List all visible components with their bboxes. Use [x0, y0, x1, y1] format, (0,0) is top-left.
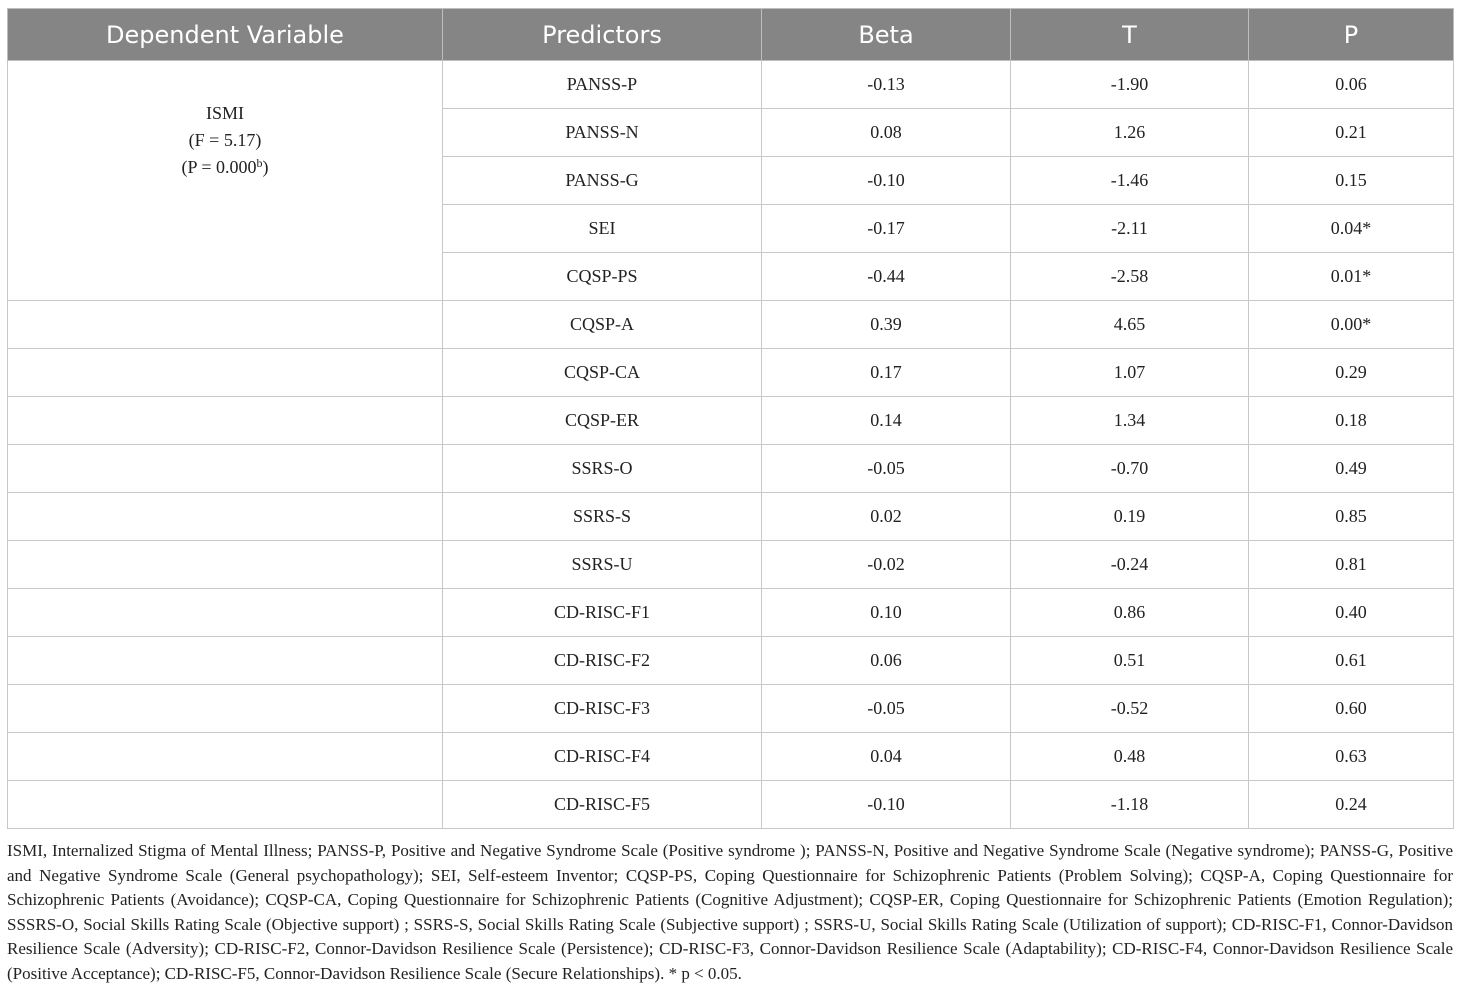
table-row [8, 397, 1454, 445]
header-beta: Beta [762, 9, 1011, 61]
predictor-cell: CQSP-ER [443, 397, 762, 445]
t-cell: -1.18 [1011, 781, 1249, 829]
beta-cell: 0.06 [762, 637, 1011, 685]
t-cell: 1.34 [1011, 397, 1249, 445]
dependent-p-prefix: (P = 0.000 [181, 157, 257, 177]
predictor-cell: PANSS-N [443, 109, 762, 157]
beta-cell: 0.14 [762, 397, 1011, 445]
table-footnote: ISMI, Internalized Stigma of Mental Illness; PANSS-P, Positive and Negative Syndrome Scale (Positive syndrome ); PANSS-N, Positive and Negative Syndrome Scale (Negative syndrome); PANSS-G, Positive and Negative Syndrome Scale (General psychopathology); SEI, Self-esteem Inventor; CQSP-PS, Coping Questionnaire for Schizophrenic Patients (Problem Solving); CQSP-A, Coping Questionnaire for Schizophrenic Patients (Avoidance); CQSP-CA, Coping Questionnaire for Schizophrenic Patients (Cognitive Adjustment); CQSP-ER, Coping Questionnaire for Schizophrenic Patients (Emotion Regulation); SSSRS-O, Social Skills Rating Scale (Objective support) ; SSRS-S, Social Skills Rating Scale (Subjective support) ; SSRS-U, Social Skills Rating Scale (Utilization of support); CD-RISC-F1, Connor-Davidson Resilience Scale (Adversity); CD-RISC-F2, Connor-Davidson Resilience Scale (Persistence); CD-RISC-F3, Connor-Davidson Resilience Scale (Adaptability); CD-RISC-F4, Connor-Davidson Resilience Scale (Positive Acceptance); CD-RISC-F5, Connor-Davidson Resilience Scale (Secure Relationships). * p < 0.05. [7, 841, 1453, 983]
p-cell: 0.40 [1249, 589, 1454, 637]
empty-dependent-cell [8, 349, 443, 397]
beta-cell: -0.17 [762, 205, 1011, 253]
header-predictors: Predictors [443, 9, 762, 61]
empty-dependent-cell [8, 637, 443, 685]
empty-dependent-cell [8, 445, 443, 493]
empty-dependent-cell [8, 685, 443, 733]
p-cell: 0.18 [1249, 397, 1454, 445]
table-row [8, 445, 1454, 493]
dependent-variable-cell [8, 61, 443, 301]
table-row [8, 637, 1454, 685]
empty-dependent-cell [8, 589, 443, 637]
dependent-name: ISMI [205, 103, 244, 123]
regression-table-container [7, 8, 1453, 829]
p-cell: 0.49 [1249, 445, 1454, 493]
beta-cell: 0.08 [762, 109, 1011, 157]
p-cell: 0.21 [1249, 109, 1454, 157]
t-cell: 0.51 [1011, 637, 1249, 685]
t-cell: -2.58 [1011, 253, 1249, 301]
table-body [8, 61, 1454, 829]
p-cell: 0.81 [1249, 541, 1454, 589]
empty-dependent-cell [8, 733, 443, 781]
t-cell: -0.24 [1011, 541, 1249, 589]
empty-dependent-cell [8, 493, 443, 541]
beta-cell: -0.10 [762, 781, 1011, 829]
beta-cell: -0.44 [762, 253, 1011, 301]
t-cell: 0.48 [1011, 733, 1249, 781]
header-t: T [1011, 9, 1249, 61]
table-row [8, 541, 1454, 589]
predictor-cell: CD-RISC-F4 [443, 733, 762, 781]
dependent-f-stat: (F = 5.17) [188, 130, 262, 150]
predictor-cell: PANSS-P [443, 61, 762, 109]
predictor-cell: CD-RISC-F5 [443, 781, 762, 829]
empty-dependent-cell [8, 397, 443, 445]
table-row [8, 61, 1454, 109]
beta-cell: -0.02 [762, 541, 1011, 589]
table-row [8, 685, 1454, 733]
table-row [8, 733, 1454, 781]
t-cell: 1.26 [1011, 109, 1249, 157]
empty-dependent-cell [8, 541, 443, 589]
table-row [8, 493, 1454, 541]
predictor-cell: SSRS-U [443, 541, 762, 589]
predictor-cell: CQSP-A [443, 301, 762, 349]
t-cell: 4.65 [1011, 301, 1249, 349]
beta-cell: -0.13 [762, 61, 1011, 109]
empty-dependent-cell [8, 781, 443, 829]
table-row [8, 589, 1454, 637]
predictor-cell: CQSP-PS [443, 253, 762, 301]
beta-cell: 0.10 [762, 589, 1011, 637]
predictor-cell: CQSP-CA [443, 349, 762, 397]
predictor-cell: PANSS-G [443, 157, 762, 205]
t-cell: -1.90 [1011, 61, 1249, 109]
empty-dependent-cell [8, 301, 443, 349]
predictor-cell: SSRS-S [443, 493, 762, 541]
t-cell: -0.52 [1011, 685, 1249, 733]
p-cell: 0.61 [1249, 637, 1454, 685]
t-cell: -2.11 [1011, 205, 1249, 253]
beta-cell: -0.05 [762, 445, 1011, 493]
dependent-p-value [8, 154, 442, 181]
predictor-cell: CD-RISC-F3 [443, 685, 762, 733]
p-cell: 0.29 [1249, 349, 1454, 397]
beta-cell: 0.39 [762, 301, 1011, 349]
t-cell: 0.86 [1011, 589, 1249, 637]
predictor-cell: SEI [443, 205, 762, 253]
p-cell: 0.24 [1249, 781, 1454, 829]
p-cell: 0.63 [1249, 733, 1454, 781]
beta-cell: 0.02 [762, 493, 1011, 541]
table-header-row [8, 9, 1454, 61]
table-row [8, 781, 1454, 829]
beta-cell: -0.10 [762, 157, 1011, 205]
dependent-p-superscript: b [256, 156, 263, 170]
p-cell: 0.15 [1249, 157, 1454, 205]
p-cell: 0.00* [1249, 301, 1454, 349]
header-dependent-variable: Dependent Variable [8, 9, 443, 61]
predictor-cell: CD-RISC-F1 [443, 589, 762, 637]
p-cell: 0.04* [1249, 205, 1454, 253]
p-cell: 0.06 [1249, 61, 1454, 109]
dependent-p-suffix: ) [262, 157, 269, 177]
header-p: P [1249, 9, 1454, 61]
t-cell: 1.07 [1011, 349, 1249, 397]
p-cell: 0.85 [1249, 493, 1454, 541]
beta-cell: 0.04 [762, 733, 1011, 781]
p-cell: 0.60 [1249, 685, 1454, 733]
beta-cell: 0.17 [762, 349, 1011, 397]
t-cell: -0.70 [1011, 445, 1249, 493]
t-cell: 0.19 [1011, 493, 1249, 541]
predictor-cell: CD-RISC-F2 [443, 637, 762, 685]
table-row [8, 301, 1454, 349]
predictor-cell: SSRS-O [443, 445, 762, 493]
t-cell: -1.46 [1011, 157, 1249, 205]
p-cell: 0.01* [1249, 253, 1454, 301]
table-row [8, 349, 1454, 397]
regression-table [7, 8, 1454, 829]
beta-cell: -0.05 [762, 685, 1011, 733]
